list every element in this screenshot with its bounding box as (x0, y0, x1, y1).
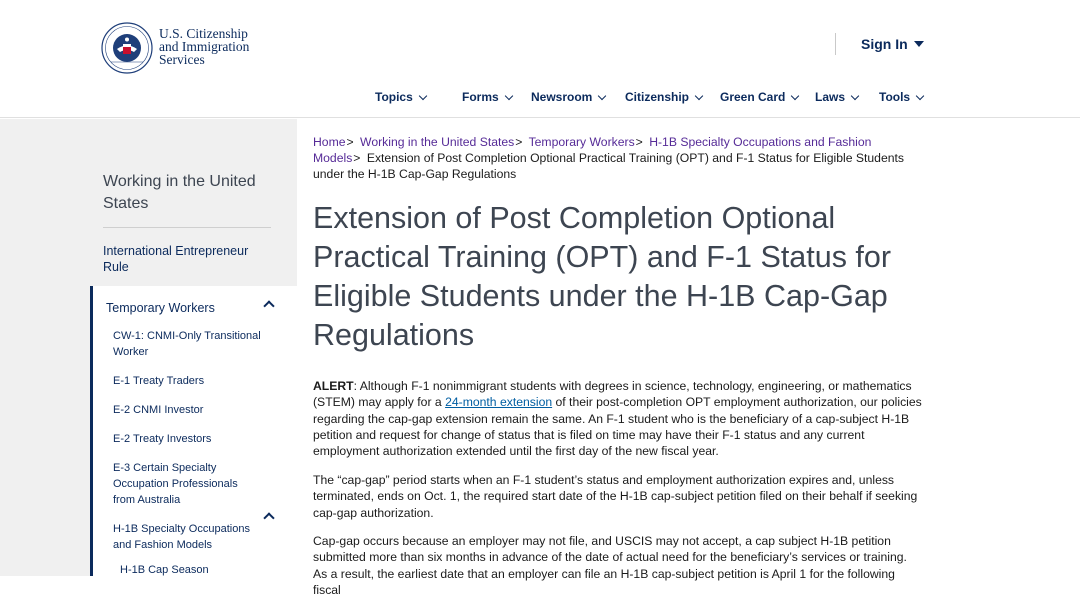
chevron-down-icon (504, 91, 512, 99)
breadcrumb: Home> Working in the United States> Temporary Workers> H-1B Specialty Occupations and Fashion Models> Extension of Post Completion Optional Practical Training (OPT) and F-1 Status for Eligible Students under the H-1B Cap-Gap Regulations (313, 135, 904, 181)
nav-green-card-label: Green Card (720, 90, 786, 104)
agency-wordmark[interactable] (159, 27, 249, 66)
alert-text-2: of their post-completion OPT employment authorization, our policies regarding the cap-gap extension remain the same. An F-1 student who is the beneficiary of a cap-subject H-1B petition and request for change of status that is filed on time may have their F-1 status and any current employment authorization extended until the first day of the new fiscal year. (313, 395, 922, 459)
main-navigation (375, 90, 929, 104)
sidebar (0, 119, 297, 576)
chevron-down-icon (916, 91, 924, 99)
agency-name-line3: Services (159, 52, 205, 67)
chevron-down-icon (791, 91, 799, 99)
dhs-seal-logo[interactable] (101, 22, 153, 74)
sign-in-button[interactable] (861, 36, 924, 52)
sidebar-item-international-entrepreneur-rule[interactable]: International Entrepreneur Rule (103, 244, 249, 274)
chevron-down-icon (419, 91, 427, 99)
cap-gap-reason-paragraph: Cap-gap occurs because an employer may not file, and USCIS may not accept, a cap subject H-1B petition submitted more than six months in advance of the date of actual need for the beneficiary’s services or training. As a result, the earliest date that an employer can file an H-1B cap-subject petition is April 1 for the following fiscal (313, 534, 907, 597)
header-divider (835, 33, 836, 55)
sidebar-subitem-h1b-cap-season[interactable]: H-1B Cap Season (120, 564, 209, 576)
alert-label: ALERT (313, 379, 354, 393)
chevron-down-icon (851, 91, 859, 99)
sidebar-heading[interactable]: Working in the United States (103, 173, 256, 212)
alert-text-1: : Although F-1 nonimmigrant students with degrees in science, technology, engineering, or mathematics (STEM) may apply for a (313, 379, 912, 410)
sidebar-item-temporary-workers[interactable]: Temporary Workers (106, 301, 215, 315)
nav-laws-label: Laws (815, 90, 846, 104)
sidebar-subitem-e2-cnmi[interactable]: E-2 CNMI Investor (113, 404, 204, 416)
sidebar-subitem-h1b[interactable]: H-1B Specialty Occupations and Fashion Models (113, 523, 250, 551)
sidebar-subitem-cw1[interactable]: CW-1: CNMI-Only Transitional Worker (113, 330, 261, 358)
sign-in-label: Sign In (861, 36, 908, 52)
caret-down-icon (914, 41, 924, 47)
nav-topics[interactable] (375, 90, 462, 104)
chevron-up-icon[interactable] (262, 298, 276, 312)
nav-forms[interactable] (462, 90, 531, 104)
sidebar-section-temporary-workers (90, 286, 297, 576)
agency-name-line2: and Immigration (159, 39, 250, 54)
agency-name-line1: U.S. Citizenship (159, 26, 248, 41)
breadcrumb-temporary-workers[interactable]: Temporary Workers (528, 135, 635, 149)
breadcrumb-current: Extension of Post Completion Optional Practical Training (OPT) and F-1 Status for Eligible Students under the H-1B Cap-Gap Regulations (313, 151, 904, 181)
sidebar-subitem-e3[interactable]: E-3 Certain Specialty Occupation Professionals from Australia (113, 462, 238, 506)
nav-citizenship-label: Citizenship (625, 90, 690, 104)
breadcrumb-home[interactable]: Home (313, 135, 346, 149)
site-header (0, 0, 1080, 118)
nav-topics-label: Topics (375, 90, 413, 104)
nav-newsroom[interactable] (531, 90, 625, 104)
alert-paragraph (313, 378, 923, 459)
sidebar-subitem-e2-treaty[interactable]: E-2 Treaty Investors (113, 433, 212, 445)
nav-tools-label: Tools (879, 90, 911, 104)
nav-tools[interactable] (879, 90, 929, 104)
nav-citizenship[interactable] (625, 90, 720, 104)
nav-forms-label: Forms (462, 90, 499, 104)
chevron-up-icon[interactable] (262, 510, 276, 524)
breadcrumb-h1b[interactable]: H-1B Specialty Occupations and Fashion Models (313, 135, 872, 165)
24-month-extension-link[interactable]: 24-month extension (445, 395, 553, 410)
chevron-down-icon (695, 91, 703, 99)
sidebar-subitem-e1[interactable]: E-1 Treaty Traders (113, 375, 205, 387)
chevron-down-icon (598, 91, 606, 99)
breadcrumb-working-in-us[interactable]: Working in the United States (360, 135, 515, 149)
sidebar-divider (103, 227, 271, 228)
nav-laws[interactable] (815, 90, 879, 104)
cap-gap-period-paragraph: The “cap-gap” period starts when an F-1 student’s status and employment authorization expires and, unless terminated, ends on Oct. 1, the required start date of the H-1B cap-subject petition filed on their behalf if seeking cap-gap authorization. (313, 473, 918, 520)
nav-green-card[interactable] (720, 90, 815, 104)
page-title: Extension of Post Completion Optional Practical Training (OPT) and F-1 Status for Eligible Students under the H-1B Cap-Gap Regulations (313, 201, 892, 352)
nav-newsroom-label: Newsroom (531, 90, 593, 104)
